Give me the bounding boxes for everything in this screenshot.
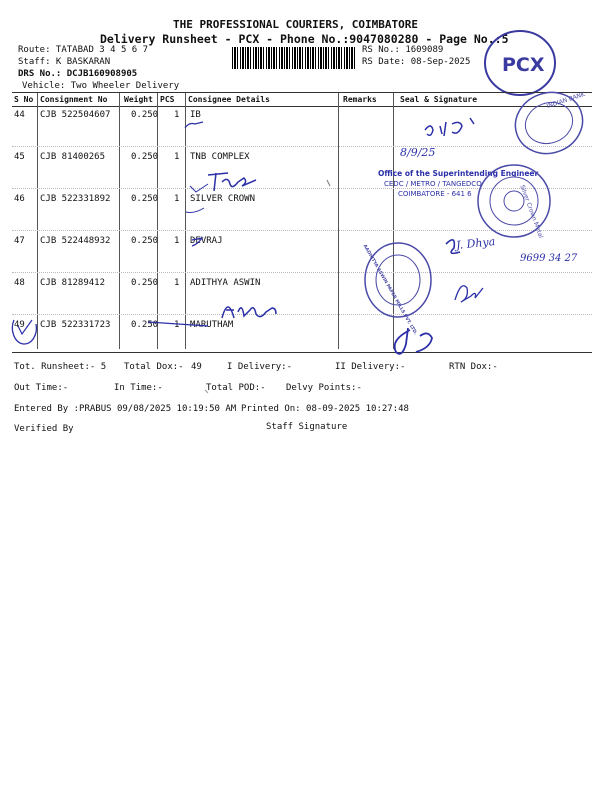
delvy-points: Delvy Points:- <box>286 383 362 393</box>
row-weight: 0.250 <box>131 320 159 330</box>
signature-row-49-right <box>395 328 432 354</box>
row-weight: 0.250 <box>131 194 159 204</box>
staff-label: Staff: K BASKARAN <box>18 57 111 67</box>
col-weight: Weight <box>124 95 153 104</box>
row-consignment: CJB 522504607 <box>40 110 111 120</box>
row-weight: 0.250 <box>131 236 159 246</box>
col-pcs: PCS <box>160 95 175 104</box>
pencil-tick <box>327 180 330 186</box>
row-consignment: CJB 522448932 <box>40 236 111 246</box>
vehicle-label: Vehicle: Two Wheeler Delivery <box>22 81 180 91</box>
aswin-stamp-text: AADHITYA ASWIN PAPER MILLS PVT. LTD. <box>361 244 418 336</box>
signature-row-45 <box>208 173 256 191</box>
row-weight: 0.250 <box>131 278 159 288</box>
signature-row-47 <box>446 240 460 254</box>
row-pcs: 1 <box>174 152 180 162</box>
row-consignee: SILVER CROWN <box>190 194 256 204</box>
in-time: In Time:- <box>114 383 163 393</box>
office-stamp-line2: CEDC / METRO / TANGEDCO <box>384 180 482 188</box>
row-pcs: 1 <box>174 278 180 288</box>
col-consignee: Consignee Details <box>188 95 270 104</box>
row-sno: 44 <box>14 110 25 120</box>
row-pcs: 1 <box>174 236 180 246</box>
checkmark-row-44 <box>185 122 203 128</box>
row-weight: 0.250 <box>131 152 159 162</box>
handwritten-name: J. Dhya <box>455 234 496 253</box>
rs-date: RS Date: 08-Sep-2025 <box>362 57 471 67</box>
checkmark-row-47 <box>192 238 202 246</box>
signature-row-49 <box>222 307 276 318</box>
col-consignment: Consignment No <box>40 95 108 104</box>
handwritten-date: 8/9/25 <box>400 146 436 159</box>
checkmark-row-46 <box>186 208 204 213</box>
pencil-tick <box>205 390 208 393</box>
tot-runsheet: Tot. Runsheet:- 5 <box>14 362 107 372</box>
bank-stamp-text: INDIAN BANK <box>545 91 586 110</box>
signature-row-48 <box>455 286 483 302</box>
circle-row-49 <box>12 320 36 344</box>
i-delivery: I Delivery:- <box>227 362 293 372</box>
pcx-stamp-text: PCX <box>502 54 545 76</box>
handwritten-phone: 9699 34 27 <box>520 253 578 264</box>
row-weight: 0.250 <box>131 110 159 120</box>
row-sno: 45 <box>14 152 25 162</box>
drs-number: DRS No.: DCJB160908905 <box>18 69 138 79</box>
printed-on: Printed On: 08-09-2025 10:27:48 <box>241 404 409 414</box>
office-stamp-line3: COIMBATORE - 641 6 <box>398 190 472 198</box>
signature-row-44 <box>425 118 474 136</box>
company-title: THE PROFESSIONAL COURIERS, COIMBATORE <box>173 18 419 31</box>
row-consignee: IB <box>190 110 201 120</box>
col-sno: S No <box>14 95 34 104</box>
col-seal: Seal & Signature <box>400 95 478 104</box>
route-label: Route: TATABAD 3 4 5 6 7 <box>18 45 149 55</box>
out-time: Out Time:- <box>14 383 69 393</box>
row-consignment: CJB 81400265 <box>40 152 106 162</box>
row-pcs: 1 <box>174 320 180 330</box>
row-pcs: 1 <box>174 110 180 120</box>
checkmark-row-45 <box>190 184 208 192</box>
row-pcs: 1 <box>174 194 180 204</box>
row-consignee: ADITHYA ASWIN <box>190 278 261 288</box>
checkmark-row-49-sno <box>18 320 32 334</box>
entered-by: Entered By :PRABUS 09/08/2025 10:19:50 AM <box>14 404 237 414</box>
staff-signature: Staff Signature <box>266 422 348 432</box>
row-sno: 46 <box>14 194 25 204</box>
total-dox-value: 49 <box>191 362 202 372</box>
row-consignee: MARUTHAM <box>190 320 234 330</box>
verified-by: Verified By <box>14 424 74 434</box>
total-pod: Total POD:- <box>206 383 266 393</box>
total-dox-label: Total Dox:- <box>124 362 184 372</box>
row-sno: 48 <box>14 278 25 288</box>
col-remarks: Remarks <box>343 95 377 104</box>
office-stamp-line1: Office of the Superintending Engineer <box>378 169 539 178</box>
row-consignment: CJB 522331723 <box>40 320 111 330</box>
row-consignee: DEVRAJ <box>190 236 223 246</box>
runsheet-title: Delivery Runsheet - PCX - Phone No.:9047080280 - Page No.:5 <box>100 32 509 46</box>
row-sno: 47 <box>14 236 25 246</box>
silver-crown-stamp-text: Silver Crown Metal <box>518 184 545 240</box>
rtn-dox: RTN Dox:- <box>449 362 498 372</box>
ii-delivery: II Delivery:- <box>335 362 406 372</box>
strike-row-49 <box>148 322 208 326</box>
row-consignment: CJB 522331892 <box>40 194 111 204</box>
row-consignee: TNB COMPLEX <box>190 152 250 162</box>
row-sno: 49 <box>14 320 25 330</box>
row-consignment: CJB 81289412 <box>40 278 106 288</box>
rs-number: RS No.: 1609089 <box>362 45 444 55</box>
